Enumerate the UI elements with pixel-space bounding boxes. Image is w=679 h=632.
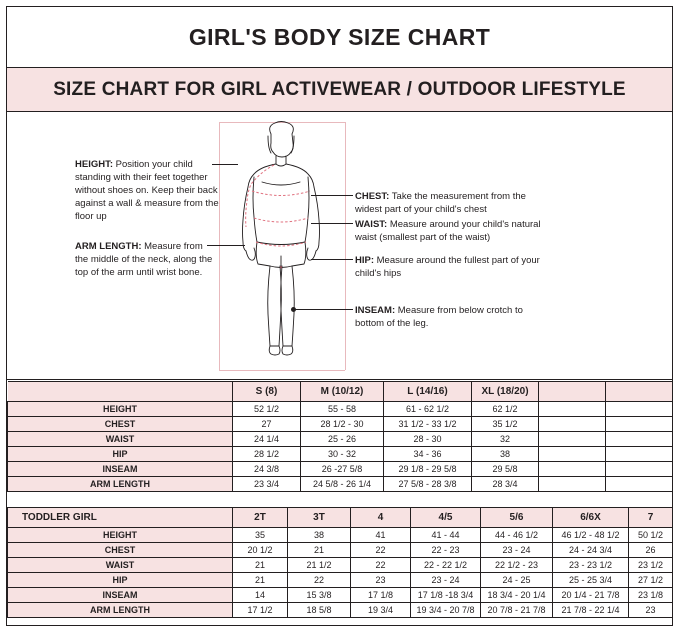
hip-measure-line <box>256 242 306 246</box>
toddler-cell-height-4-5: 41 - 44 <box>411 528 481 543</box>
table-row <box>8 588 673 603</box>
girls-cell-height-m: 55 - 58 <box>301 402 384 417</box>
table-row <box>8 477 673 492</box>
girls-cell-height-s: 52 1/2 <box>233 402 301 417</box>
girls-table-header-row <box>8 382 673 402</box>
girls-row-label-arm-length: ARM LENGTH <box>8 477 233 492</box>
callout-waist-label: WAIST: <box>355 219 388 230</box>
toddler-cell-inseam-6-6x: 20 1/4 - 21 7/8 <box>553 588 629 603</box>
girls-cell-inseam-s: 24 3/8 <box>233 462 301 477</box>
chest-measure-line <box>252 191 310 196</box>
toddler-cell-waist-4-5: 22 - 22 1/2 <box>411 558 481 573</box>
toddler-cell-hip-6-6x: 25 - 25 3/4 <box>553 573 629 588</box>
girls-row-label-chest: CHEST <box>8 417 233 432</box>
callout-waist-text: Measure around your child's natural waist (smallest part of the waist) <box>355 219 541 244</box>
girls-cell-inseam-xl: 29 5/8 <box>472 462 539 477</box>
toddler-row-label-waist: WAIST <box>8 558 233 573</box>
toddler-cell-inseam-4-5: 17 1/8 -18 3/4 <box>411 588 481 603</box>
girl-figure-illustration <box>214 120 348 372</box>
toddler-cell-inseam-7: 23 1/8 <box>629 588 673 603</box>
girls-cell-inseam-l: 29 1/8 - 29 5/8 <box>384 462 472 477</box>
table-row <box>8 447 673 462</box>
girls-cell-waist-e2 <box>606 432 673 447</box>
girls-col-empty-1 <box>539 382 606 402</box>
girls-cell-hip-l: 34 - 36 <box>384 447 472 462</box>
toddler-cell-height-6-6x: 46 1/2 - 48 1/2 <box>553 528 629 543</box>
toddler-cell-chest-3t: 21 <box>288 543 351 558</box>
toddler-cell-arm-2t: 17 1/2 <box>233 603 288 618</box>
toddler-col-5-6: 5/6 <box>481 508 553 528</box>
girls-cell-waist-xl: 32 <box>472 432 539 447</box>
toddler-col-2t: 2T <box>233 508 288 528</box>
toddler-size-table <box>7 507 673 618</box>
table-row <box>8 558 673 573</box>
waist-measure-line <box>254 218 308 222</box>
toddler-cell-hip-4: 23 <box>351 573 411 588</box>
callout-arm-length <box>75 240 215 279</box>
girls-cell-arm-s: 23 3/4 <box>233 477 301 492</box>
girls-cell-waist-s: 24 1/4 <box>233 432 301 447</box>
girls-cell-chest-e1 <box>539 417 606 432</box>
toddler-cell-arm-3t: 18 5/8 <box>288 603 351 618</box>
toddler-cell-waist-6-6x: 23 - 23 1/2 <box>553 558 629 573</box>
toddler-cell-inseam-4: 17 1/8 <box>351 588 411 603</box>
toddler-cell-waist-3t: 21 1/2 <box>288 558 351 573</box>
toddler-cell-height-4: 41 <box>351 528 411 543</box>
toddler-cell-height-5-6: 44 - 46 1/2 <box>481 528 553 543</box>
toddler-row-label-hip: HIP <box>8 573 233 588</box>
girls-col-s: S (8) <box>233 382 301 402</box>
girls-cell-inseam-m: 26 -27 5/8 <box>301 462 384 477</box>
toddler-row-label-height: HEIGHT <box>8 528 233 543</box>
callout-hip-label: HIP: <box>355 255 374 266</box>
measurement-diagram <box>7 112 672 380</box>
page-title-bar <box>7 7 672 68</box>
girls-cell-waist-e1 <box>539 432 606 447</box>
table-row <box>8 603 673 618</box>
girls-cell-waist-l: 28 - 30 <box>384 432 472 447</box>
toddler-cell-waist-5-6: 22 1/2 - 23 <box>481 558 553 573</box>
girls-cell-chest-l: 31 1/2 - 33 1/2 <box>384 417 472 432</box>
leader-line-inseam <box>293 309 353 310</box>
girls-cell-chest-e2 <box>606 417 673 432</box>
girls-cell-arm-xl: 28 3/4 <box>472 477 539 492</box>
toddler-cell-hip-2t: 21 <box>233 573 288 588</box>
toddler-cell-waist-7: 23 1/2 <box>629 558 673 573</box>
girls-cell-chest-m: 28 1/2 - 30 <box>301 417 384 432</box>
page-subtitle: SIZE CHART FOR GIRL ACTIVEWEAR / OUTDOOR LIFESTYLE <box>53 78 626 100</box>
toddler-col-4-5: 4/5 <box>411 508 481 528</box>
page-title: GIRL'S BODY SIZE CHART <box>188 23 491 50</box>
callout-chest-text: Take the measurement from the widest part of your child's chest <box>355 191 526 216</box>
toddler-cell-height-2t: 35 <box>233 528 288 543</box>
girls-size-table <box>7 381 673 492</box>
table-row <box>8 432 673 447</box>
toddler-cell-chest-4-5: 22 - 23 <box>411 543 481 558</box>
callout-arm-length-text: Measure from the middle of the neck, along the top of the arm until wrist bone. <box>75 241 213 279</box>
girls-cell-height-e2 <box>606 402 673 417</box>
toddler-cell-chest-2t: 20 1/2 <box>233 543 288 558</box>
callout-hip-text: Measure around the fullest part of your child's hips <box>355 255 540 280</box>
toddler-cell-waist-4: 22 <box>351 558 411 573</box>
girls-cell-chest-xl: 35 1/2 <box>472 417 539 432</box>
toddler-cell-arm-6-6x: 21 7/8 - 22 1/4 <box>553 603 629 618</box>
leader-line-hip <box>311 259 353 260</box>
toddler-cell-chest-4: 22 <box>351 543 411 558</box>
girls-col-empty-2 <box>606 382 673 402</box>
girls-cell-hip-xl: 38 <box>472 447 539 462</box>
table-row <box>8 462 673 477</box>
table-row <box>8 528 673 543</box>
toddler-cell-inseam-3t: 15 3/8 <box>288 588 351 603</box>
girls-cell-inseam-e2 <box>606 462 673 477</box>
toddler-col-7: 7 <box>629 508 673 528</box>
girls-cell-hip-e2 <box>606 447 673 462</box>
toddler-row-label-chest: CHEST <box>8 543 233 558</box>
document-frame <box>6 6 673 626</box>
toddler-cell-hip-3t: 22 <box>288 573 351 588</box>
page-subtitle-bar <box>7 68 672 112</box>
toddler-cell-arm-4: 19 3/4 <box>351 603 411 618</box>
girls-row-label-inseam: INSEAM <box>8 462 233 477</box>
toddler-col-4: 4 <box>351 508 411 528</box>
toddler-cell-hip-4-5: 23 - 24 <box>411 573 481 588</box>
toddler-cell-arm-4-5: 19 3/4 - 20 7/8 <box>411 603 481 618</box>
girls-cell-arm-e1 <box>539 477 606 492</box>
callout-height-text: Position your child standing with their feet together without shoes on. Keep their back against a wall & measure from the floor up <box>75 159 219 223</box>
callout-chest-label: CHEST: <box>355 191 390 202</box>
table-row <box>8 573 673 588</box>
toddler-cell-hip-5-6: 24 - 25 <box>481 573 553 588</box>
girls-cell-hip-m: 30 - 32 <box>301 447 384 462</box>
toddler-cell-inseam-2t: 14 <box>233 588 288 603</box>
callout-height-label: HEIGHT: <box>75 159 113 170</box>
leader-dot-inseam <box>291 307 296 312</box>
girls-cell-chest-s: 27 <box>233 417 301 432</box>
toddler-cell-arm-5-6: 20 7/8 - 21 7/8 <box>481 603 553 618</box>
callout-chest <box>355 190 540 216</box>
girls-cell-arm-m: 24 5/8 - 26 1/4 <box>301 477 384 492</box>
girls-col-l: L (14/16) <box>384 382 472 402</box>
callout-inseam-label: INSEAM: <box>355 305 396 316</box>
girls-cell-height-e1 <box>539 402 606 417</box>
toddler-col-6-6x: 6/6X <box>553 508 629 528</box>
girls-cell-height-l: 61 - 62 1/2 <box>384 402 472 417</box>
girls-row-label-waist: WAIST <box>8 432 233 447</box>
girls-cell-hip-s: 28 1/2 <box>233 447 301 462</box>
toddler-cell-arm-7: 23 <box>629 603 673 618</box>
girls-cell-waist-m: 25 - 26 <box>301 432 384 447</box>
table-row <box>8 417 673 432</box>
callout-inseam-text: Measure from below crotch to bottom of the leg. <box>355 305 523 330</box>
toddler-cell-waist-2t: 21 <box>233 558 288 573</box>
girls-cell-hip-e1 <box>539 447 606 462</box>
toddler-cell-height-3t: 38 <box>288 528 351 543</box>
toddler-cell-chest-7: 26 <box>629 543 673 558</box>
toddler-row-label-inseam: INSEAM <box>8 588 233 603</box>
callout-inseam <box>355 304 535 330</box>
table-row <box>8 543 673 558</box>
girls-row-label-hip: HIP <box>8 447 233 462</box>
table-row <box>8 402 673 417</box>
toddler-cell-inseam-5-6: 18 3/4 - 20 1/4 <box>481 588 553 603</box>
toddler-cell-height-7: 50 1/2 <box>629 528 673 543</box>
toddler-cell-chest-5-6: 23 - 24 <box>481 543 553 558</box>
toddler-cell-chest-6-6x: 24 - 24 3/4 <box>553 543 629 558</box>
girls-table-corner <box>8 382 233 402</box>
toddler-table-header-row <box>8 508 673 528</box>
arm-measure-line <box>246 165 274 227</box>
leader-line-waist <box>311 223 353 224</box>
girls-cell-inseam-e1 <box>539 462 606 477</box>
callout-height <box>75 158 221 224</box>
callout-hip <box>355 254 540 280</box>
toddler-cell-hip-7: 27 1/2 <box>629 573 673 588</box>
leader-line-chest <box>311 195 353 196</box>
girls-col-m: M (10/12) <box>301 382 384 402</box>
toddler-table-corner: TODDLER GIRL <box>8 508 233 528</box>
girls-cell-arm-e2 <box>606 477 673 492</box>
girls-col-xl: XL (18/20) <box>472 382 539 402</box>
toddler-col-3t: 3T <box>288 508 351 528</box>
callout-arm-length-label: ARM LENGTH: <box>75 241 142 252</box>
toddler-row-label-arm-length: ARM LENGTH <box>8 603 233 618</box>
girls-row-label-height: HEIGHT <box>8 402 233 417</box>
girls-cell-height-xl: 62 1/2 <box>472 402 539 417</box>
callout-waist <box>355 218 550 244</box>
girls-cell-arm-l: 27 5/8 - 28 3/8 <box>384 477 472 492</box>
